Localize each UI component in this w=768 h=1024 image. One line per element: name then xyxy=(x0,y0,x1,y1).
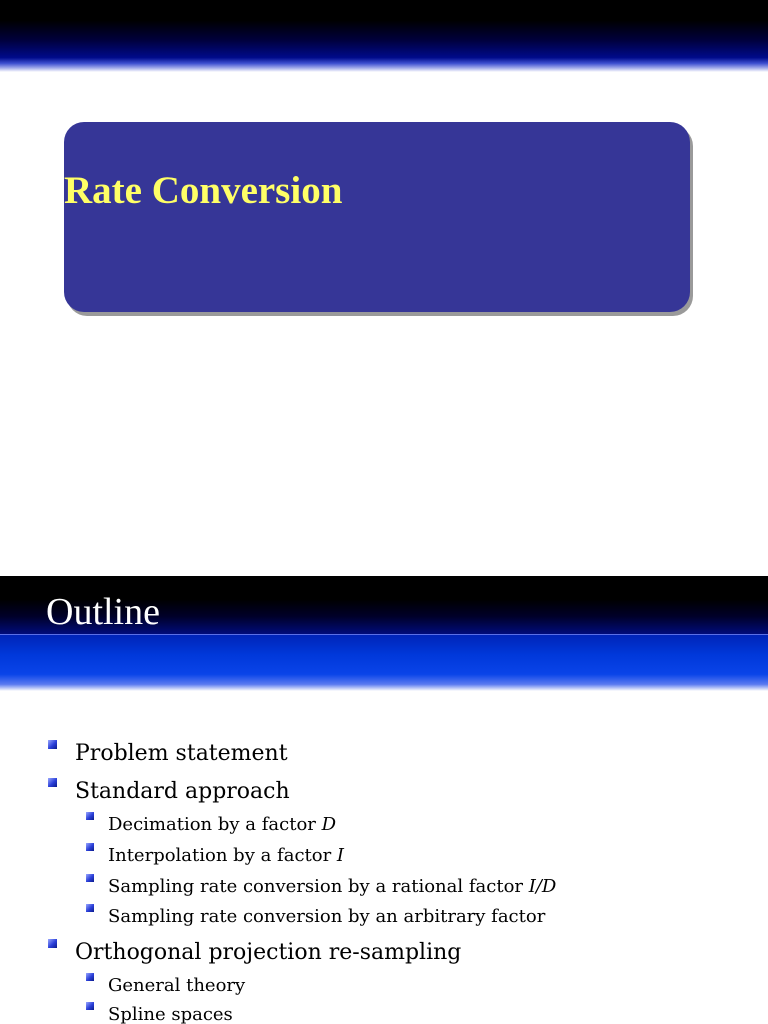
bullet-icon xyxy=(86,843,94,851)
outline-item-rational-factor xyxy=(108,876,556,898)
outline-item-interpolation xyxy=(108,845,344,867)
outline-item-standard-approach xyxy=(75,779,290,805)
outline-item-text: Interpolation by a factor xyxy=(108,845,337,866)
header-band-bottom xyxy=(0,635,768,691)
slide-title: Rate Conversion xyxy=(64,169,343,212)
outline-item-decimation xyxy=(108,814,336,836)
bullet-icon xyxy=(48,939,57,948)
outline-item-general-theory xyxy=(108,975,245,997)
variable-text: I/D xyxy=(528,876,557,897)
outline-title: Outline xyxy=(46,591,160,633)
bullet-icon xyxy=(86,1002,94,1010)
header-band xyxy=(0,0,768,72)
bullet-icon xyxy=(48,740,57,749)
outline-item-text: Decimation by a factor xyxy=(108,814,322,835)
outline-item-text: Sampling rate conversion by an arbitrary factor xyxy=(108,906,546,927)
outline-item-text: Sampling rate conversion by a rational factor xyxy=(108,876,529,897)
outline-slide xyxy=(0,576,768,1024)
bullet-icon xyxy=(86,874,94,882)
outline-item-text: General theory xyxy=(108,975,246,996)
variable-text: I xyxy=(336,845,345,866)
outline-item-text: Standard approach xyxy=(75,779,290,804)
outline-item-orthogonal-projection xyxy=(75,940,461,966)
outline-item-text: Orthogonal projection re-sampling xyxy=(75,940,462,965)
bullet-icon xyxy=(86,904,94,912)
outline-item-problem-statement xyxy=(75,741,288,767)
variable-text: D xyxy=(321,814,337,835)
outline-item-arbitrary-factor xyxy=(108,906,545,928)
title-box xyxy=(64,122,690,312)
outline-item-text: Problem statement xyxy=(75,741,288,766)
outline-item-text: Spline spaces xyxy=(108,1004,233,1024)
bullet-icon xyxy=(86,973,94,981)
bullet-icon xyxy=(48,778,57,787)
outline-item-spline-spaces xyxy=(108,1004,233,1024)
bullet-icon xyxy=(86,812,94,820)
